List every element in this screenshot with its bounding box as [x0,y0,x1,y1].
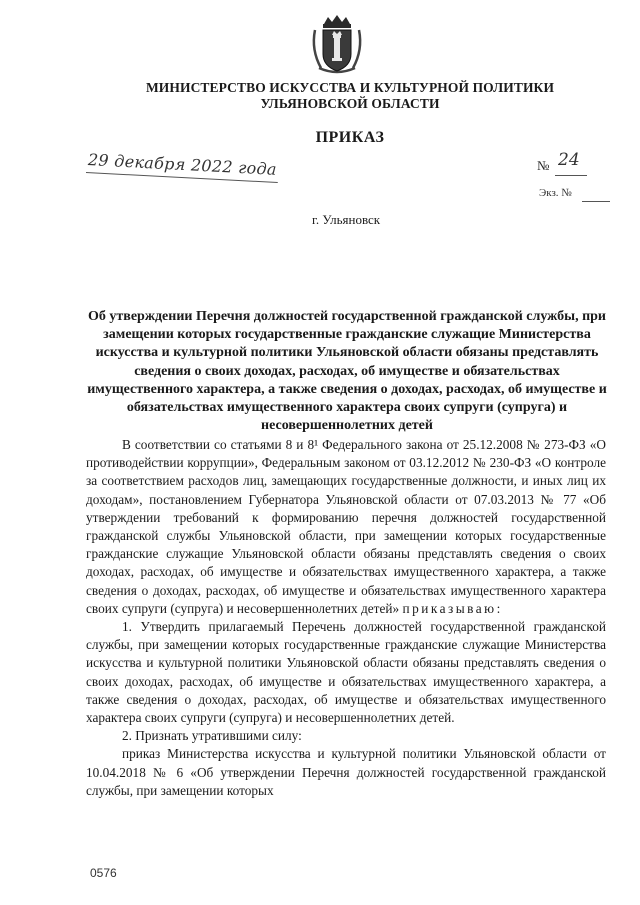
ulyanovsk-coat-of-arms-icon [309,14,365,76]
page-code: 0576 [90,866,117,880]
preamble-text: В соответствии со статьями 8 и 8¹ Федерального закона от 25.12.2008 № 273-ФЗ «О противодействии коррупции», Федеральным законом от 03.12.2012 № 230-ФЗ «О контроле за соответствием расходов лиц, замещающих государственные должности, и иных лиц их доходам», постановлением Губернатора Ульяновской области от 07.03.2013 № 77 «Об утверждении требований к формированию перечня должностей государственной гражданской службы Ульяновской области, при замещении которых государственные гражданские служащие Ульяновской области обязаны представлять сведения о своих доходах, расходах, об имуществе и обязательствах имущественного характера, а также сведения о доходах, расходах, об имуществе и обязательствах имущественного характера своих супруги (супруга) и несовершеннолетних детей» [86,437,606,616]
ministry-name-line2: УЛЬЯНОВСКОЙ ОБЛАСТИ [260,96,440,111]
handwritten-date: 29 декабря 2022 года [87,150,278,179]
item-1-paragraph: 1. Утвердить прилагаемый Перечень должностей государственной гражданской службы, при замещении которых государственные гражданские служащие Министерства искусства и культурной политики Ульяновской области обязаны представлять сведения о своих доходах, расходах, об имуществе и обязательствах имущественного характера, а также сведения о доходах, расходах, об имуществе и обязательствах имущественного характера своих супруги (супруга) и несовершеннолетних детей. [86,619,606,726]
city: г. Ульяновск [312,212,381,227]
order-title: Об утверждении Перечня должностей государственной гражданской службы, при замещении которых государственные гражданские служащие Министерства искусства и культурной политики Ульяновской области обязаны представлять сведения о своих доходах, расходах, об имуществе и обязательствах имущественного характера, а также сведения о доходах, расходах, об имуществе и обязательствах имущественного характера своих супруги (супруга) и несовершеннолетних детей [87,309,607,434]
copy-number-label: Экз. № [539,187,572,199]
ministry-name [130,80,570,112]
document-type: ПРИКАЗ [315,129,385,146]
order-body [86,436,606,800]
number-underline [555,175,587,176]
copy-number-underline [582,201,610,202]
order-word: приказываю: [402,600,503,616]
ministry-name-line1: МИНИСТЕРСТВО ИСКУССТВА И КУЛЬТУРНОЙ ПОЛИТИКИ [145,80,555,95]
handwritten-number: 24 [558,150,580,170]
number-label: № [537,158,550,173]
preamble-paragraph [86,436,606,618]
item-2-text-paragraph: приказ Министерства искусства и культурной политики Ульяновской области от 10.04.2018 № 6 «Об утверждении Перечня должностей государственной гражданской службы, при замещении которых [86,746,606,798]
item-2-paragraph: 2. Признать утратившими силу: [122,728,302,744]
